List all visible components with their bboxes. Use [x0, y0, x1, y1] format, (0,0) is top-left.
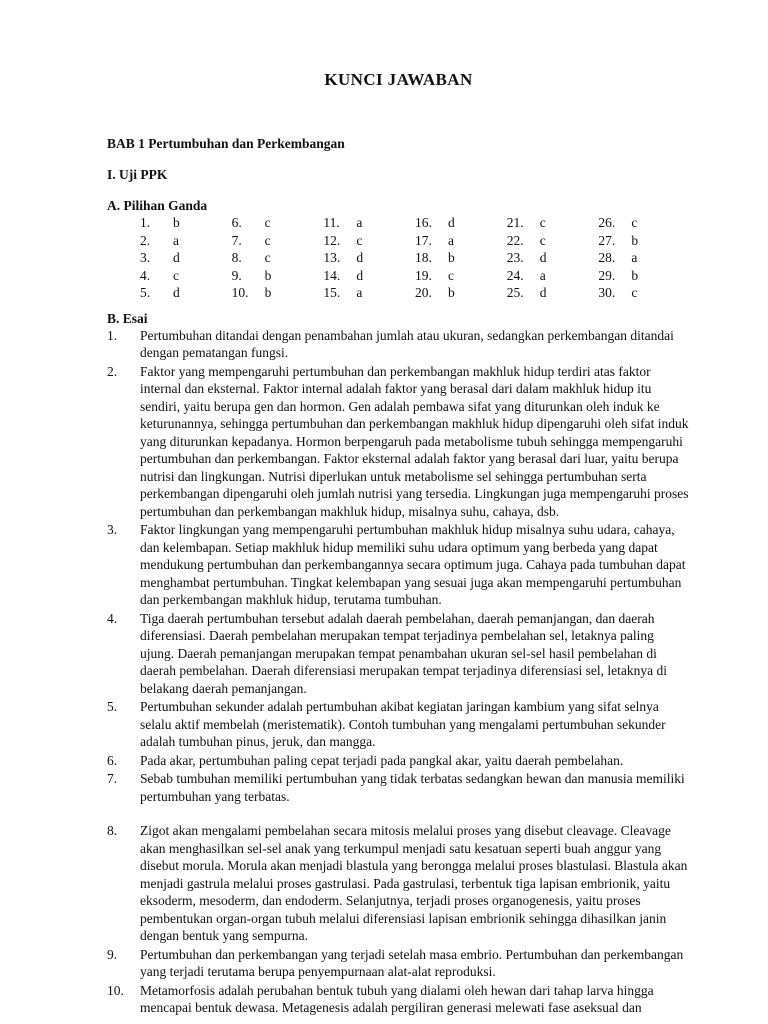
mc-answer-cell	[232, 267, 324, 285]
essay-item-text: Zigot akan mengalami pembelahan secara mitosis melalui proses yang disebut cleavage. Cleavage akan menghasilkan sel-sel anak yang terkumpul menjadi satu kesatuan seperti buah anggur yang disebut morula. Morula akan menjadi blastula yang berongga melalui proses blastulasi. Blastula akan menjadi gastrula melalui proses gastrulasi. Pada gastrulasi, terbentuk tiga lapisan embrionik, yaitu eksoderm, mesoderm, dan endoderm. Selanjutnya, terjadi proses organogenesis, yaitu proses pembentukan organ-organ tubuh melalui diferensiasi lapisan embrionik sehingga dihasilkan janin dengan bentuk yang sempurna.	[140, 823, 688, 943]
answer-letter: b	[264, 267, 272, 283]
mc-answer-cell	[140, 284, 232, 302]
essay-answer-item	[107, 610, 690, 698]
essay-item-text: Pertumbuhan ditandai dengan penambahan jumlah atau ukuran, sedangkan perkembangan ditandai dengan pematangan fungsi.	[140, 327, 674, 360]
answer-letter: c	[356, 232, 363, 248]
question-number: 21.	[506, 215, 524, 230]
essay-item-number: 6.	[107, 752, 118, 768]
mc-answer-row	[140, 232, 690, 250]
answer-letter: b	[448, 285, 455, 300]
essay-answer-item	[107, 822, 690, 945]
mc-answer-cell	[232, 249, 324, 267]
question-number: 3.	[140, 250, 151, 265]
answer-letter: b	[631, 232, 639, 248]
essay-item-text: Pada akar, pertumbuhan paling cepat terjadi pada pangkal akar, yaitu daerah pembelahan.	[140, 752, 624, 768]
answer-letter: b	[264, 285, 272, 300]
essay-answer-list	[107, 327, 690, 1017]
essay-item-number: 4.	[107, 610, 118, 626]
mc-answer-row	[140, 214, 690, 232]
essay-item-number: 10.	[107, 982, 124, 998]
question-number: 13.	[323, 250, 341, 265]
essay-item-text: Faktor lingkungan yang mempengaruhi pertumbuhan makhluk hidup misalnya suhu udara, cahaya, dan kelembapan. Setiap makhluk hidup memiliki suhu udara optimum yang berbeda yang dapat mendukung pertumbuhan dan perkembangannya secara optimum juga. Cahaya pada tumbuhan dapat menghambat pertumbuhan. Tingkat kelembapan yang sesuai juga akan mempengaruhi pertumbuhan dan perkembangan makhluk hidup, terutama tumbuhan.	[140, 522, 686, 607]
answer-letter: c	[264, 250, 271, 265]
essay-answer-item	[107, 982, 690, 1017]
question-number: 1.	[140, 215, 151, 230]
answer-letter: c	[631, 285, 638, 300]
essay-answer-item	[107, 327, 690, 362]
mc-answer-cell	[323, 249, 415, 267]
question-number: 30.	[598, 285, 616, 300]
answer-letter: b	[631, 267, 639, 283]
answer-letter: b	[173, 215, 180, 230]
answer-letter: a	[173, 232, 179, 248]
mc-answer-cell	[598, 232, 690, 250]
mc-answer-cell	[140, 214, 232, 232]
question-number: 26.	[598, 215, 616, 230]
mc-answer-cell	[232, 284, 324, 302]
essay-item-number: 1.	[107, 327, 118, 343]
question-number: 9.	[231, 267, 242, 283]
answer-letter: a	[356, 215, 363, 230]
essay-item-number: 9.	[107, 946, 118, 962]
question-number: 18.	[415, 250, 432, 265]
answer-letter: a	[539, 267, 546, 283]
mc-answer-cell	[140, 249, 232, 267]
mc-answer-cell	[507, 214, 599, 232]
question-number: 11.	[323, 215, 340, 230]
mc-answer-cell	[415, 267, 507, 285]
mc-answer-cell	[140, 232, 232, 250]
question-number: 12.	[323, 232, 341, 248]
answer-letter: a	[356, 285, 363, 300]
answer-letter: c	[539, 215, 546, 230]
mc-answer-cell	[598, 214, 690, 232]
question-number: 27.	[598, 232, 616, 248]
answer-letter: c	[539, 232, 546, 248]
mc-answer-cell	[323, 284, 415, 302]
essay-item-number: 5.	[107, 699, 118, 714]
question-number: 17.	[415, 232, 432, 248]
essay-item-text: Pertumbuhan dan perkembangan yang terjadi setelah masa embrio. Pertumbuhan dan perkembangan yang terjadi terutama berupa penyempurnaan alat-alat reproduksi.	[140, 946, 684, 979]
mc-answer-cell	[507, 284, 599, 302]
question-number: 23.	[506, 250, 524, 265]
mc-answer-cell	[323, 214, 415, 232]
answer-letter: c	[264, 232, 271, 248]
mc-answer-cell	[507, 267, 599, 285]
question-number: 16.	[415, 215, 432, 230]
essay-answer-item	[107, 752, 690, 770]
answer-letter: b	[448, 250, 455, 265]
essay-item-text: Faktor yang mempengaruhi pertumbuhan dan perkembangan makhluk hidup terdiri atas faktor internal dan eksternal. Faktor internal adalah faktor yang berasal dari dalam makhluk hidup itu sendiri, yaitu berupa gen dan hormon. Gen adalah pembawa sifat yang diturunkan oleh induk ke keturunannya, sehingga pertumbuhan dan perkembangan makhluk hidup dipengaruhi oleh sifat induk yang diturunkan kepadanya. Hormon berpengaruh pada metabolisme tubuh sehingga mempengaruhi pertumbuhan dan perkembangan. Faktor eksternal adalah faktor yang berasal dari luar, yaitu berupa nutrisi dan lingkungan. Nutrisi diperlukan untuk metabolisme sel sehingga pertumbuhan serta perkembangan dipengaruhi oleh jumlah nutrisi yang tersedia. Lingkungan juga mempengaruhi proses pertumbuhan dan perkembangan makhluk hidup, misalnya suhu, cahaya, dsb.	[140, 363, 689, 519]
mc-answer-cell	[323, 232, 415, 250]
essay-item-number: 7.	[107, 771, 118, 786]
answer-letter: d	[539, 285, 547, 300]
answer-letter: a	[631, 250, 638, 265]
mc-answer-row	[140, 249, 690, 267]
essay-answer-item	[107, 363, 690, 521]
essay-item-text: Sebab tumbuhan memiliki pertumbuhan yang tidak terbatas sedangkan hewan dan manusia memiliki pertumbuhan yang terbatas.	[140, 771, 685, 804]
mc-answer-cell	[415, 214, 507, 232]
mc-answer-cell	[140, 267, 232, 285]
essay-item-number: 3.	[107, 522, 118, 537]
question-number: 28.	[598, 250, 616, 265]
essay-answer-item	[107, 770, 690, 805]
multiple-choice-answer-grid	[140, 214, 690, 302]
answer-letter: a	[448, 232, 455, 248]
essay-item-text: Metamorfosis adalah perubahan bentuk tubuh yang dialami oleh hewan dari tahap larva hingga mencapai bentuk dewasa. Metagenesis adalah pergiliran generasi melewati fase aseksual dan	[140, 982, 654, 1015]
mc-answer-cell	[507, 232, 599, 250]
chapter-heading: BAB 1 Pertumbuhan dan Perkembangan	[107, 136, 345, 151]
essay-answer-item	[107, 521, 690, 609]
mc-answer-cell	[232, 232, 324, 250]
question-number: 10.	[231, 285, 249, 300]
mc-answer-cell	[507, 249, 599, 267]
mc-answer-cell	[598, 267, 690, 285]
essay-item-text: Tiga daerah pertumbuhan tersebut adalah daerah pembelahan, daerah pemanjangan, dan daerah diferensiasi. Daerah pembelahan merupakan tempat terjadinya pembelahan sel, letaknya paling ujung. Daerah pemanjangan merupakan tempat penambahan ukuran sel-sel hasil pembelahan di daerah pembelahan. Daerah diferensiasi merupakan tempat terjadinya diferensiasi sel, letaknya di belakang daerah pemanjangan.	[140, 610, 668, 696]
answer-letter: c	[448, 267, 455, 283]
mc-answer-cell	[323, 267, 415, 285]
answer-letter: d	[356, 250, 364, 265]
answer-letter: d	[356, 267, 364, 283]
question-number: 24.	[506, 267, 524, 283]
answer-letter: d	[173, 250, 180, 265]
question-number: 19.	[415, 267, 432, 283]
question-number: 8.	[231, 250, 242, 265]
answer-letter: c	[264, 215, 271, 230]
question-number: 20.	[415, 285, 432, 300]
question-number: 5.	[140, 285, 151, 300]
essay-item-number: 2.	[107, 363, 118, 379]
essay-answer-item	[107, 698, 690, 751]
question-number: 4.	[140, 267, 151, 283]
mc-answer-cell	[232, 214, 324, 232]
answer-letter: c	[173, 267, 179, 283]
question-number: 29.	[598, 267, 616, 283]
page-title: KUNCI JAWABAN	[324, 70, 473, 89]
answer-letter: c	[631, 215, 638, 230]
question-number: 14.	[323, 267, 341, 283]
mc-answer-cell	[598, 284, 690, 302]
mc-answer-cell	[415, 284, 507, 302]
question-number: 7.	[231, 232, 242, 248]
section-heading-uji-ppk: I. Uji PPK	[107, 167, 168, 182]
essay-item-number: 8.	[107, 823, 118, 838]
subsection-heading-pilihan-ganda: A. Pilihan Ganda	[107, 198, 208, 213]
mc-answer-cell	[415, 232, 507, 250]
question-number: 2.	[140, 232, 151, 248]
mc-answer-row	[140, 284, 690, 302]
question-number: 25.	[506, 285, 524, 300]
question-number: 6.	[231, 215, 242, 230]
mc-answer-cell	[598, 249, 690, 267]
subsection-heading-esai: B. Esai	[107, 310, 148, 326]
essay-item-text: Pertumbuhan sekunder adalah pertumbuhan akibat kegiatan jaringan kambium yang sifat selnya selalu aktif membelah (meristematik). Contoh tumbuhan yang mengalami pertumbuhan sekunder adalah tumbuhan pinus, jeruk, dan mangga.	[140, 699, 666, 749]
mc-answer-cell	[415, 249, 507, 267]
answer-letter: d	[448, 215, 455, 230]
mc-answer-row	[140, 267, 690, 285]
question-number: 15.	[323, 285, 341, 300]
essay-answer-item	[107, 946, 690, 981]
question-number: 22.	[506, 232, 524, 248]
answer-letter: d	[539, 250, 547, 265]
answer-letter: d	[173, 285, 180, 300]
